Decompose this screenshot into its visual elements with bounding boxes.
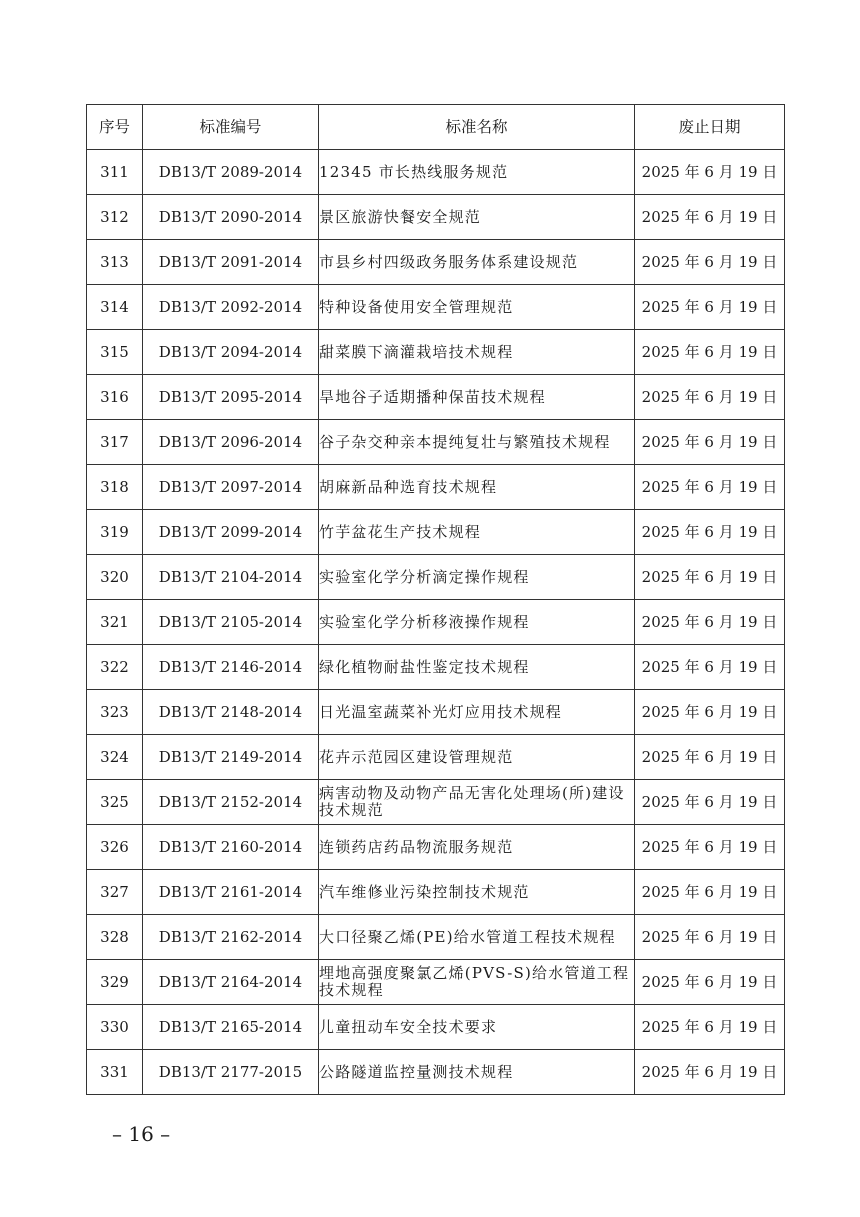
cell-abolish-date: 2025 年 6 月 19 日	[635, 825, 785, 870]
header-abolish-date: 废止日期	[635, 105, 785, 150]
cell-standard-code: DB13/T 2146-2014	[143, 645, 319, 690]
cell-standard-name: 实验室化学分析移液操作规程	[319, 600, 635, 645]
cell-abolish-date: 2025 年 6 月 19 日	[635, 870, 785, 915]
cell-standard-code: DB13/T 2162-2014	[143, 915, 319, 960]
table-row	[87, 375, 785, 420]
table-row	[87, 735, 785, 780]
cell-serial-number: 316	[87, 375, 143, 420]
cell-serial-number: 314	[87, 285, 143, 330]
cell-standard-name: 汽车维修业污染控制技术规范	[319, 870, 635, 915]
cell-abolish-date: 2025 年 6 月 19 日	[635, 960, 785, 1005]
cell-serial-number: 330	[87, 1005, 143, 1050]
cell-standard-name: 埋地高强度聚氯乙烯(PVS-S)给水管道工程技术规程	[319, 960, 635, 1005]
table-row	[87, 1050, 785, 1095]
cell-standard-name: 12345 市长热线服务规范	[319, 150, 635, 195]
cell-abolish-date: 2025 年 6 月 19 日	[635, 555, 785, 600]
cell-abolish-date: 2025 年 6 月 19 日	[635, 1005, 785, 1050]
cell-standard-name: 胡麻新品种选育技术规程	[319, 465, 635, 510]
cell-serial-number: 319	[87, 510, 143, 555]
cell-standard-name: 儿童扭动车安全技术要求	[319, 1005, 635, 1050]
header-standard-code: 标准编号	[143, 105, 319, 150]
cell-standard-name: 公路隧道监控量测技术规程	[319, 1050, 635, 1095]
cell-standard-code: DB13/T 2096-2014	[143, 420, 319, 465]
cell-standard-name: 病害动物及动物产品无害化处理场(所)建设技术规范	[319, 780, 635, 825]
table-row	[87, 510, 785, 555]
cell-standard-code: DB13/T 2097-2014	[143, 465, 319, 510]
cell-standard-code: DB13/T 2090-2014	[143, 195, 319, 240]
table-row	[87, 420, 785, 465]
table-row	[87, 330, 785, 375]
standards-table	[86, 104, 785, 1095]
cell-abolish-date: 2025 年 6 月 19 日	[635, 150, 785, 195]
cell-abolish-date: 2025 年 6 月 19 日	[635, 645, 785, 690]
cell-standard-name: 竹芋盆花生产技术规程	[319, 510, 635, 555]
cell-abolish-date: 2025 年 6 月 19 日	[635, 195, 785, 240]
cell-standard-code: DB13/T 2092-2014	[143, 285, 319, 330]
cell-standard-name: 谷子杂交种亲本提纯复壮与繁殖技术规程	[319, 420, 635, 465]
table-row	[87, 1005, 785, 1050]
cell-abolish-date: 2025 年 6 月 19 日	[635, 600, 785, 645]
cell-serial-number: 325	[87, 780, 143, 825]
cell-serial-number: 321	[87, 600, 143, 645]
cell-serial-number: 326	[87, 825, 143, 870]
cell-serial-number: 312	[87, 195, 143, 240]
cell-standard-code: DB13/T 2165-2014	[143, 1005, 319, 1050]
cell-standard-code: DB13/T 2160-2014	[143, 825, 319, 870]
cell-serial-number: 315	[87, 330, 143, 375]
table-row	[87, 690, 785, 735]
table-row	[87, 780, 785, 825]
cell-standard-code: DB13/T 2095-2014	[143, 375, 319, 420]
cell-standard-code: DB13/T 2105-2014	[143, 600, 319, 645]
cell-serial-number: 320	[87, 555, 143, 600]
cell-standard-name: 绿化植物耐盐性鉴定技术规程	[319, 645, 635, 690]
cell-abolish-date: 2025 年 6 月 19 日	[635, 780, 785, 825]
cell-standard-code: DB13/T 2149-2014	[143, 735, 319, 780]
table-row	[87, 600, 785, 645]
cell-standard-name: 花卉示范园区建设管理规范	[319, 735, 635, 780]
table-row	[87, 915, 785, 960]
cell-abolish-date: 2025 年 6 月 19 日	[635, 465, 785, 510]
cell-serial-number: 322	[87, 645, 143, 690]
cell-standard-name: 市县乡村四级政务服务体系建设规范	[319, 240, 635, 285]
cell-abolish-date: 2025 年 6 月 19 日	[635, 285, 785, 330]
cell-standard-code: DB13/T 2094-2014	[143, 330, 319, 375]
cell-standard-code: DB13/T 2099-2014	[143, 510, 319, 555]
table-row	[87, 960, 785, 1005]
cell-serial-number: 317	[87, 420, 143, 465]
cell-standard-name: 实验室化学分析滴定操作规程	[319, 555, 635, 600]
cell-serial-number: 311	[87, 150, 143, 195]
table-row	[87, 195, 785, 240]
cell-standard-code: DB13/T 2091-2014	[143, 240, 319, 285]
table-row	[87, 150, 785, 195]
cell-abolish-date: 2025 年 6 月 19 日	[635, 735, 785, 780]
cell-standard-name: 连锁药店药品物流服务规范	[319, 825, 635, 870]
cell-standard-name: 景区旅游快餐安全规范	[319, 195, 635, 240]
cell-abolish-date: 2025 年 6 月 19 日	[635, 510, 785, 555]
cell-standard-code: DB13/T 2104-2014	[143, 555, 319, 600]
header-serial-number: 序号	[87, 105, 143, 150]
cell-standard-name: 大口径聚乙烯(PE)给水管道工程技术规程	[319, 915, 635, 960]
cell-standard-name: 特种设备使用安全管理规范	[319, 285, 635, 330]
table-row	[87, 870, 785, 915]
cell-serial-number: 318	[87, 465, 143, 510]
table-row	[87, 645, 785, 690]
cell-serial-number: 327	[87, 870, 143, 915]
cell-serial-number: 328	[87, 915, 143, 960]
cell-abolish-date: 2025 年 6 月 19 日	[635, 1050, 785, 1095]
cell-standard-code: DB13/T 2089-2014	[143, 150, 319, 195]
cell-abolish-date: 2025 年 6 月 19 日	[635, 915, 785, 960]
cell-serial-number: 313	[87, 240, 143, 285]
cell-standard-code: DB13/T 2161-2014	[143, 870, 319, 915]
cell-standard-code: DB13/T 2177-2015	[143, 1050, 319, 1095]
cell-serial-number: 329	[87, 960, 143, 1005]
header-standard-name: 标准名称	[319, 105, 635, 150]
cell-abolish-date: 2025 年 6 月 19 日	[635, 240, 785, 285]
table-row	[87, 555, 785, 600]
cell-standard-name: 旱地谷子适期播种保苗技术规程	[319, 375, 635, 420]
table-header-row	[87, 105, 785, 150]
cell-abolish-date: 2025 年 6 月 19 日	[635, 375, 785, 420]
cell-serial-number: 331	[87, 1050, 143, 1095]
cell-standard-code: DB13/T 2164-2014	[143, 960, 319, 1005]
cell-serial-number: 323	[87, 690, 143, 735]
cell-standard-name: 日光温室蔬菜补光灯应用技术规程	[319, 690, 635, 735]
cell-abolish-date: 2025 年 6 月 19 日	[635, 690, 785, 735]
table-row	[87, 465, 785, 510]
cell-standard-code: DB13/T 2152-2014	[143, 780, 319, 825]
cell-standard-name: 甜菜膜下滴灌栽培技术规程	[319, 330, 635, 375]
cell-standard-code: DB13/T 2148-2014	[143, 690, 319, 735]
table-row	[87, 240, 785, 285]
cell-serial-number: 324	[87, 735, 143, 780]
page-number: – 16 –	[112, 1122, 171, 1146]
table-row	[87, 825, 785, 870]
cell-abolish-date: 2025 年 6 月 19 日	[635, 420, 785, 465]
table-row	[87, 285, 785, 330]
cell-abolish-date: 2025 年 6 月 19 日	[635, 330, 785, 375]
